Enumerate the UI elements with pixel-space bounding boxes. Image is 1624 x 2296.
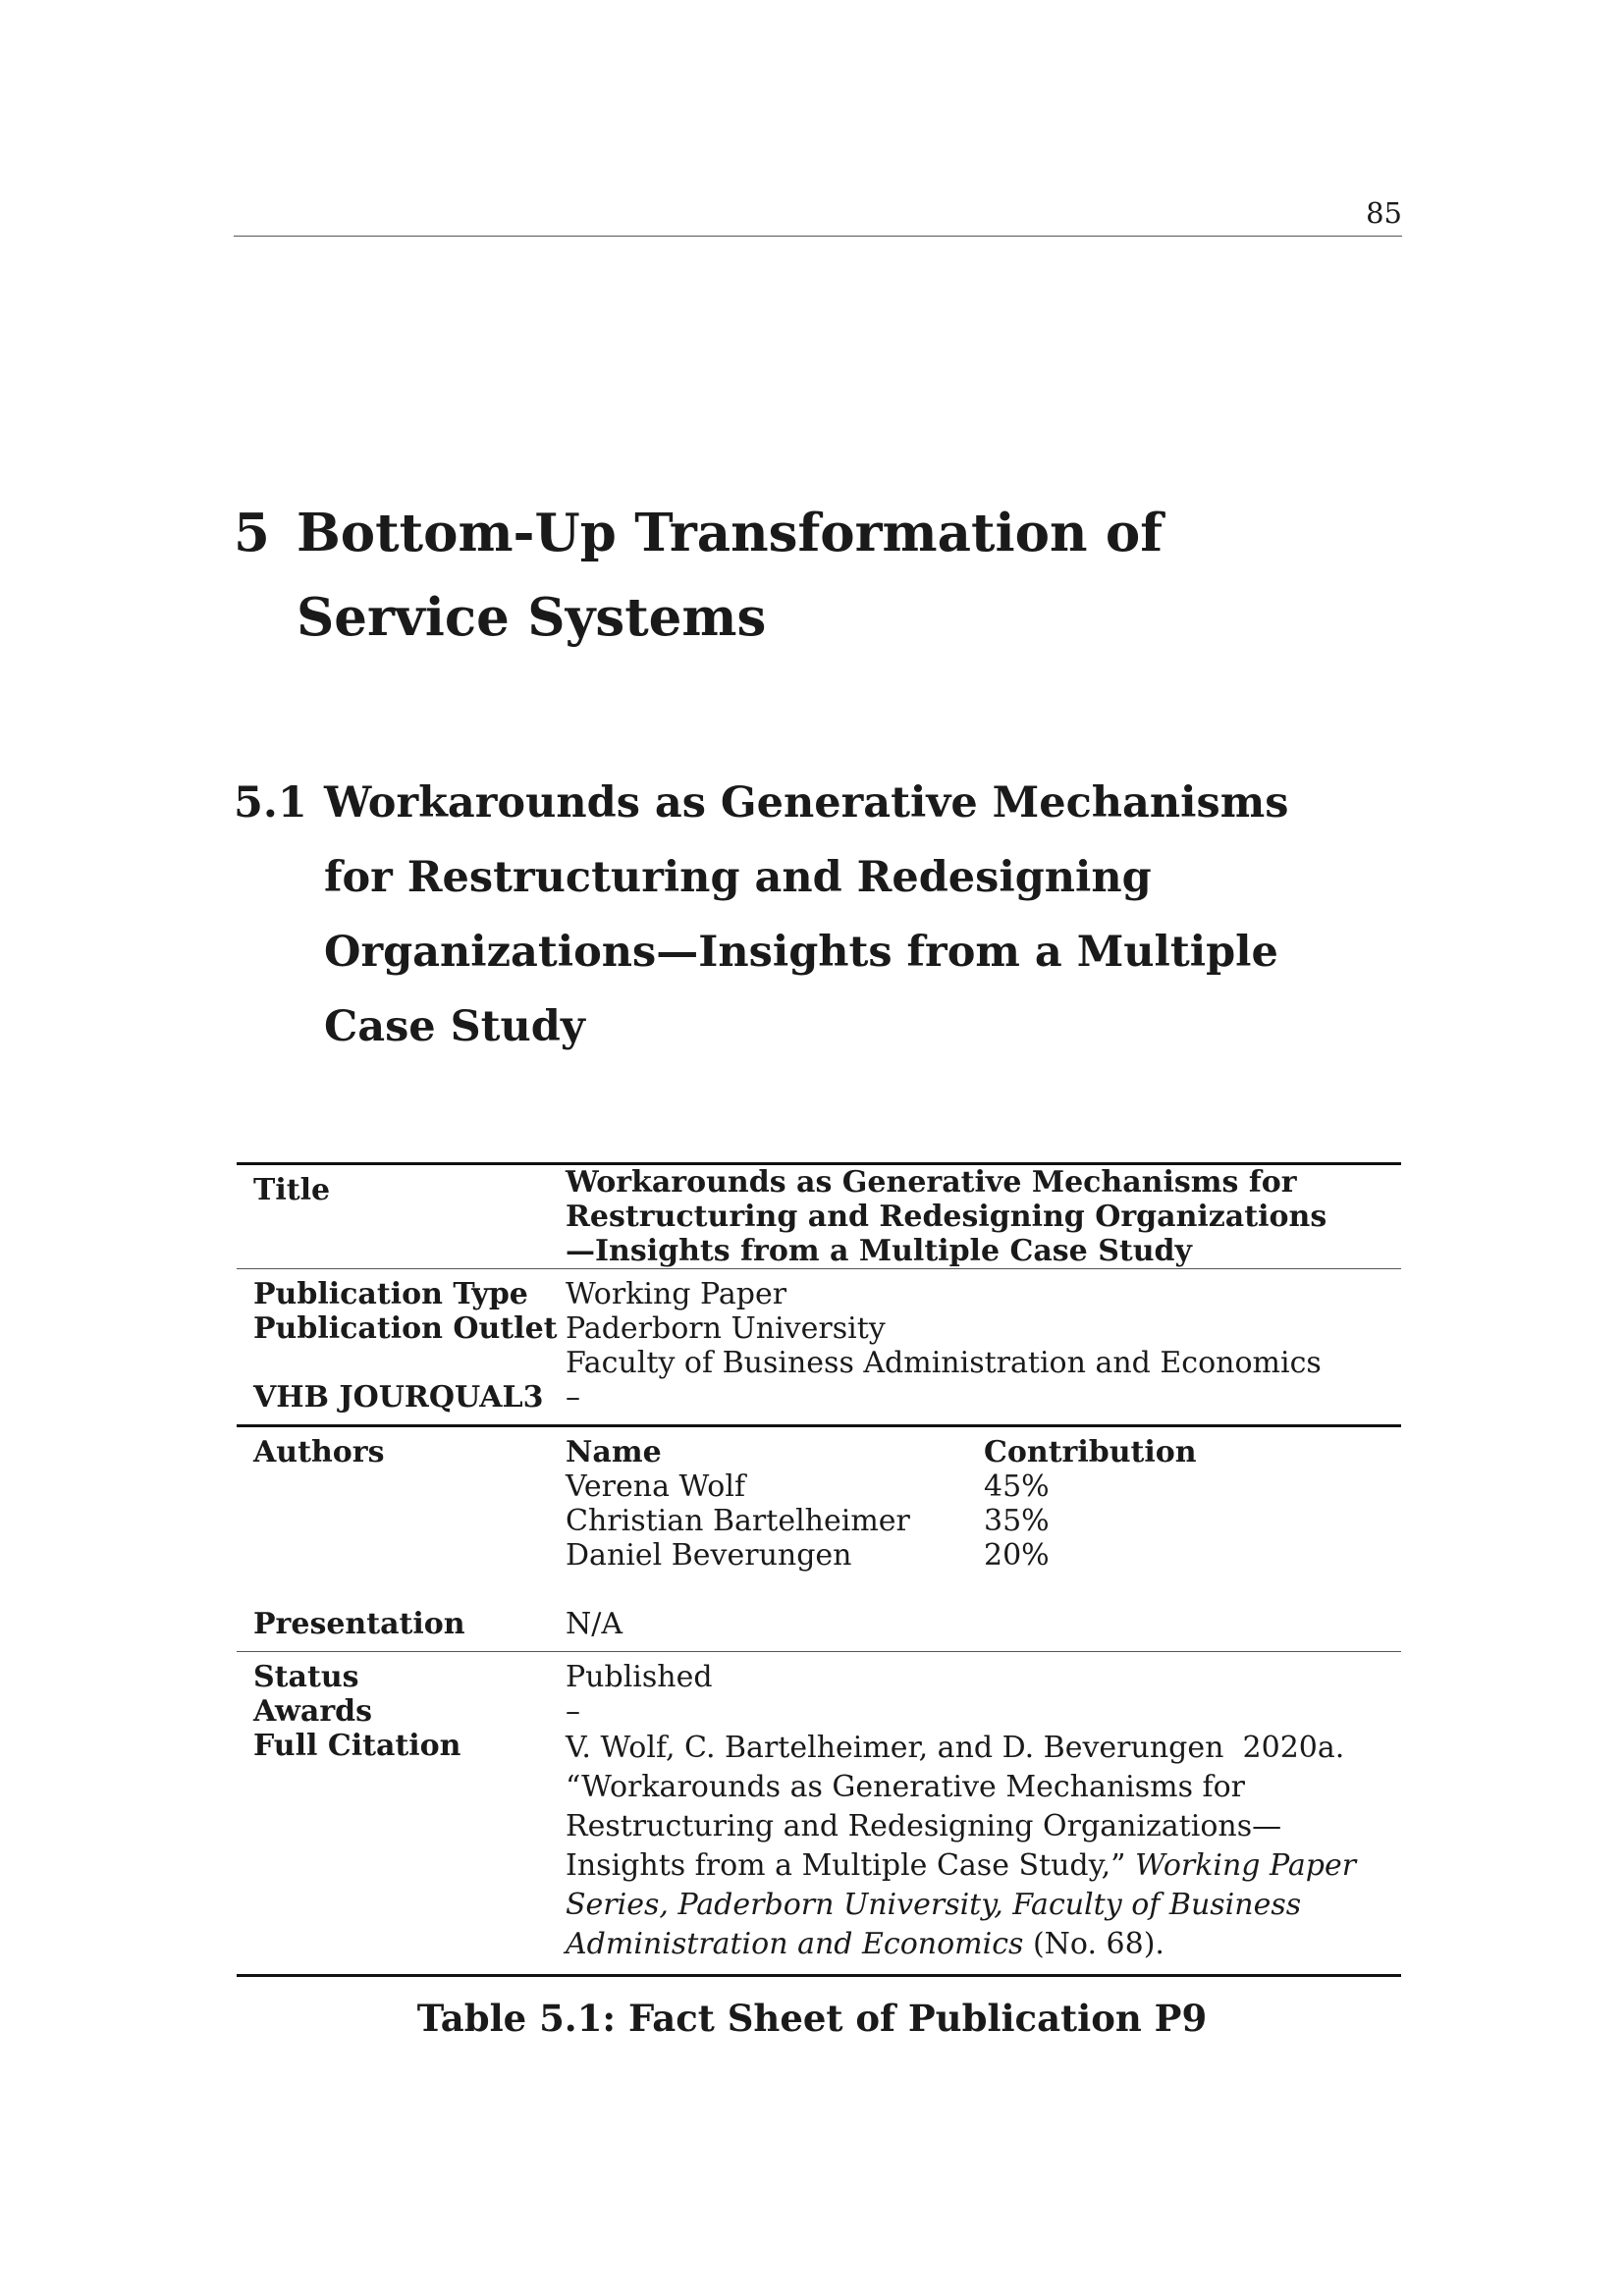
full-citation [566, 1729, 1391, 1964]
publication-type-value: Working Paper [566, 1277, 787, 1311]
status-value: Published [566, 1660, 713, 1694]
status-row [237, 1652, 1401, 1976]
author-name: Christian Bartelheimer [566, 1504, 910, 1538]
page-header [234, 192, 1402, 237]
presentation-label: Presentation [253, 1607, 465, 1641]
page-number: 85 [1366, 196, 1402, 230]
author-row [566, 1504, 1391, 1538]
citation-series: Working Paper Series, Paderborn University, Faculty of Business Administration and Economics [566, 1848, 1357, 1961]
author-row [566, 1469, 1391, 1504]
author-name: Daniel Beverungen [566, 1538, 852, 1573]
section-number: 5.1 [234, 778, 307, 828]
title-row [237, 1164, 1401, 1269]
citation-title: “Workarounds as Generative Mechanisms for Restructuring and Redesigning Organizations—Insights from a Multiple Case Study,” [566, 1770, 1282, 1883]
section-title: Workarounds as Generative Mechanisms for Restructuring and Redesigning Organizations—Insights from a Multiple Case Study [324, 778, 1289, 1051]
title-label: Title [237, 1164, 566, 1269]
publication-type-label: Publication Type [253, 1277, 528, 1311]
title-line: Restructuring and Redesigning Organizations [566, 1200, 1327, 1234]
publication-outlet-line: Faculty of Business Administration and Economics [566, 1346, 1322, 1380]
author-row [566, 1538, 1391, 1573]
publication-row [237, 1269, 1401, 1426]
author-contribution: 45% [984, 1469, 1050, 1504]
vhb-value: – [566, 1380, 580, 1415]
publication-labels [237, 1269, 566, 1426]
contribution-header: Contribution [984, 1435, 1197, 1469]
publication-values [566, 1269, 1401, 1426]
section-heading [234, 766, 1392, 1064]
authors-values [566, 1426, 1401, 1652]
name-header: Name [566, 1435, 662, 1469]
chapter-heading [234, 491, 1392, 660]
fact-sheet-table [237, 1162, 1401, 1977]
title-value [566, 1164, 1401, 1269]
awards-label: Awards [253, 1694, 372, 1729]
author-name: Verena Wolf [566, 1469, 746, 1504]
publication-outlet-line: Paderborn University [566, 1311, 886, 1346]
status-label: Status [253, 1660, 359, 1694]
chapter-title: Bottom-Up Transformation of Service Systems [297, 503, 1164, 648]
authors-label: Authors [253, 1435, 385, 1469]
full-citation-label: Full Citation [253, 1729, 461, 1763]
vhb-label: VHB JOURQUAL3 [253, 1380, 544, 1415]
table-caption: Table 5.1: Fact Sheet of Publication P9 [416, 1997, 1208, 2040]
authors-row [237, 1426, 1401, 1652]
citation-year: 2020a. [1242, 1731, 1345, 1765]
author-contribution: 35% [984, 1504, 1050, 1538]
citation-number: (No. 68). [1032, 1927, 1164, 1961]
chapter-number: 5 [234, 503, 270, 563]
title-line: Workarounds as Generative Mechanisms for [566, 1165, 1297, 1200]
status-labels [237, 1652, 566, 1976]
status-values [566, 1652, 1401, 1976]
publication-outlet-label: Publication Outlet [253, 1311, 558, 1346]
citation-authors: V. Wolf, C. Bartelheimer, and D. Beverungen [566, 1731, 1224, 1765]
authors-labels [237, 1426, 566, 1652]
awards-value: – [566, 1694, 580, 1729]
authors-header [566, 1435, 1391, 1469]
author-contribution: 20% [984, 1538, 1050, 1573]
presentation-value: N/A [566, 1607, 623, 1641]
title-line: —Insights from a Multiple Case Study [566, 1234, 1192, 1268]
